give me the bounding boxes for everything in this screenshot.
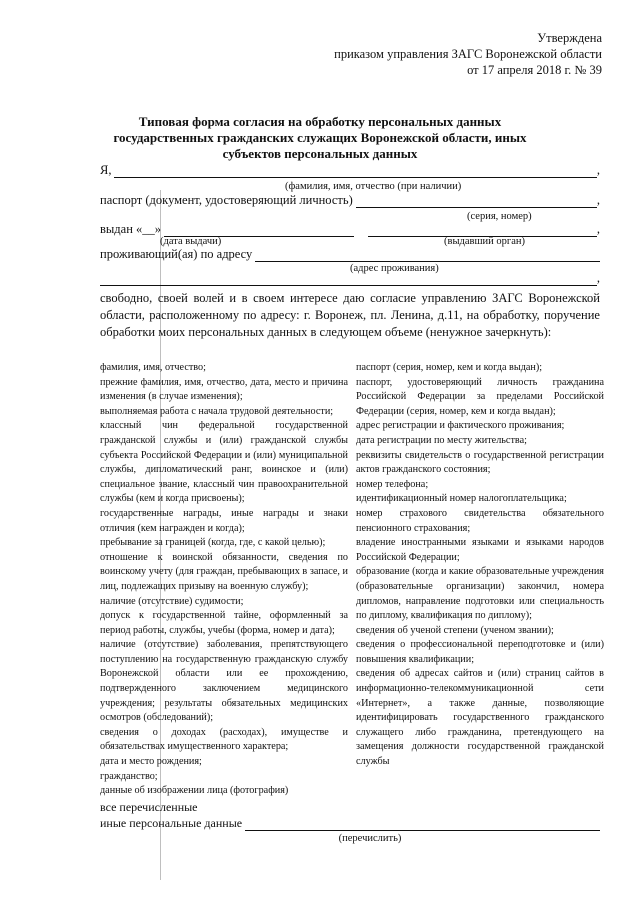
issued-comma: , xyxy=(596,222,600,236)
data-list-item[interactable]: данные об изображении лица (фотография) xyxy=(100,785,289,797)
data-list-item[interactable]: дата и место рождения; xyxy=(100,756,202,768)
issued-label: выдан «__» xyxy=(100,222,162,236)
address-row-2 xyxy=(100,270,600,286)
passport-row xyxy=(100,192,600,208)
issuer-caption: (выдавший орган) xyxy=(444,236,526,247)
passport-comma: , xyxy=(596,193,600,207)
passport-field[interactable] xyxy=(356,195,597,208)
issued-row xyxy=(100,221,600,237)
data-list-item[interactable]: владение иностранными языками и языками народов Российской Федерации; xyxy=(356,537,604,563)
title-line-2: государственных гражданских служащих Воронежской области, иных xyxy=(113,130,527,145)
data-list-item[interactable]: отношение к воинской обязанности, сведения по воинскому учету (для граждан, пребывающих в запасе, и лиц, подлежащих призыву на военную службу); xyxy=(100,551,348,592)
approval-line-1: Утверждена xyxy=(537,31,602,45)
other-data-label: иные персональные данные xyxy=(100,816,243,830)
i-label: Я, xyxy=(100,163,112,177)
data-list-item[interactable]: прежние фамилия, имя, отчество, дата, место и причина изменения (в случае изменения); xyxy=(100,376,348,403)
data-list-item[interactable]: сведения об адресах сайтов и (или) страниц сайтов в информационно-телекоммуникационной сети «Интернет», а также данные, позволяющие идентифицировать государственного гражданского служащего либо гражданина, претендующего на замещения должности государственной гражданской службы xyxy=(356,668,604,768)
data-list-item[interactable]: адрес регистрации и фактического проживания; xyxy=(356,420,565,432)
data-list-item[interactable]: гражданство; xyxy=(100,770,158,782)
approval-line-3: от 17 апреля 2018 г. № 39 xyxy=(467,63,602,77)
passport-label: паспорт (документ, удостоверяющий личность) xyxy=(100,193,353,207)
all-listed-label: все перечисленные xyxy=(100,800,198,814)
title-line-1: Типовая форма согласия на обработку персональных данных xyxy=(138,114,502,129)
data-list-item[interactable]: образование (когда и какие образовательные учреждения (образовательные организации) закончил, номера дипломов, направление подготовки или специальность по диплому, квалификация по диплому); xyxy=(356,566,604,622)
approval-stamp xyxy=(334,30,602,78)
approval-line-2: приказом управления ЗАГС Воронежской области xyxy=(334,47,602,61)
data-list-item[interactable]: паспорт (серия, номер, кем и когда выдан); xyxy=(356,362,543,373)
consent-paragraph: свободно, своей волей и в своем интересе даю согласие управлению ЗАГС Воронежской области, расположенному по адресу: г. Воронеж, пл. Ленина, д.11, на обработку, поручение обработки моих персональных данных в следующем объеме (ненужное зачеркнуть): xyxy=(100,291,600,339)
fio-caption: (фамилия, имя, отчество (при наличии) xyxy=(285,181,462,192)
data-list-item[interactable]: сведения об ученой степени (ученом звании); xyxy=(356,624,554,636)
address-row xyxy=(100,246,600,262)
issue-date-caption: (дата выдачи) xyxy=(160,236,222,247)
data-list-item[interactable]: пребывание за границей (когда, где, с какой целью); xyxy=(100,537,326,549)
other-data-row xyxy=(100,815,600,831)
personal-data-list xyxy=(100,361,605,799)
series-caption: (серия, номер) xyxy=(467,211,532,222)
address-caption: (адрес проживания) xyxy=(350,263,439,274)
other-data-field[interactable] xyxy=(245,818,600,831)
address-field[interactable] xyxy=(255,249,600,262)
data-list-item[interactable]: государственные награды, иные награды и знаки отличия (кем награжден и когда); xyxy=(100,507,348,534)
enumerate-caption: (перечислить) xyxy=(338,833,402,844)
title-line-3: субъектов персональных данных xyxy=(222,146,418,161)
fio-field[interactable] xyxy=(114,165,596,178)
data-list-item[interactable]: номер телефона; xyxy=(356,478,429,490)
data-list-item[interactable]: номер страхового свидетельства обязательного пенсионного страхования; xyxy=(356,507,604,534)
fio-row xyxy=(100,162,600,178)
data-list-item[interactable]: наличие (отсутствие) судимости; xyxy=(100,595,244,607)
data-list-item[interactable]: выполняемая работа с начала трудовой деятельности; xyxy=(100,405,334,417)
data-list-item[interactable]: идентификационный номер налогоплательщика; xyxy=(356,493,567,505)
data-list-item[interactable]: фамилия, имя, отчество; xyxy=(100,362,206,373)
fio-comma: , xyxy=(596,163,600,177)
left-column xyxy=(100,361,348,799)
data-list-item[interactable]: классный чин федеральной государственной гражданской службы и (или) гражданской службы субъекта Российской Федерации и (или) муниципальной службы, дипломатический ранг, воинское и (или) специальное звание, классный чин правоохранительной службы (кем и когда присвоены); xyxy=(100,420,348,505)
address-comma: , xyxy=(596,271,600,285)
residing-label: проживающий(ая) по адресу xyxy=(100,247,253,261)
data-list-item[interactable]: сведения о доходах (расходах), имуществе и обязательствах имущественного характера; xyxy=(100,726,348,753)
data-list-item[interactable]: допуск к государственной тайне, оформленный за период работы, службы, учебы (форма, номер и дата); xyxy=(100,610,348,636)
other-data-section xyxy=(100,799,600,847)
data-list-item[interactable]: реквизиты свидетельств о государственной регистрации актов гражданского состояния; xyxy=(356,449,604,476)
document-title xyxy=(40,114,600,162)
address-field-2[interactable] xyxy=(100,273,597,286)
data-list-item[interactable]: наличие (отсутствие) заболевания, препятствующего поступлению на государственную гражданскую службу Воронежской области или ее прохождению, подтвержденного заключением медицинского учреждения; результаты обязательных медицинских осмотров (обследований); xyxy=(100,639,348,724)
data-list-item[interactable]: дата регистрации по месту жительства; xyxy=(356,434,527,446)
data-list-item[interactable]: сведения о профессиональной переподготовке и (или) повышения квалификации; xyxy=(356,639,604,665)
right-column xyxy=(356,361,604,799)
data-list-item[interactable]: паспорт, удостоверяющий личность гражданина Российской Федерации за пределами Российской Федерации (серия, номер, кем и когда выдан); xyxy=(356,376,604,417)
